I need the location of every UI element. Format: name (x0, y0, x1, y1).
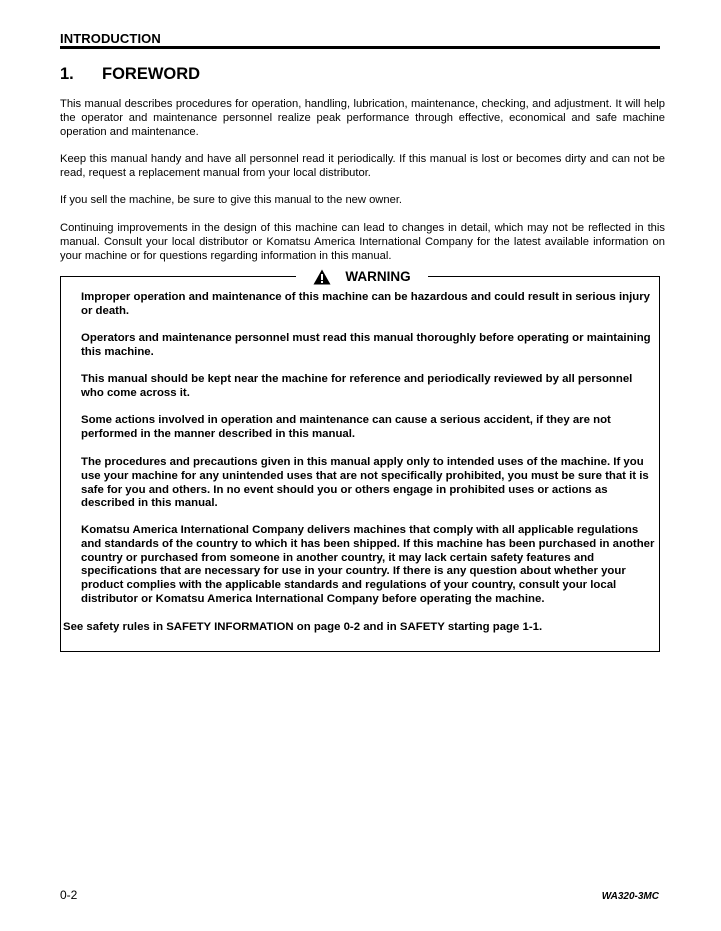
warning-item-2: Operators and maintenance personnel must read this manual thoroughly before operating or maintaining this machine. (81, 332, 651, 358)
warning-item-4: Some actions involved in operation and maintenance can cause a serious accident, if they are not performed in the manner described in this manual. (81, 414, 611, 440)
paragraph-3: If you sell the machine, be sure to give this manual to the new owner. (60, 194, 403, 206)
section-heading (60, 65, 200, 84)
paragraph-2: Keep this manual handy and have all personnel read it periodically. If this manual is lost or becomes dirty and can not be read, request a replacement manual from your local distributor. (60, 153, 665, 179)
warning-label (296, 268, 428, 285)
paragraph-1: This manual describes procedures for operation, handling, lubrication, maintenance, checking, and adjustment. It will help the operator and maintenance personnel realize peak performance through effective, economical and safe machine operation and maintenance. (60, 98, 665, 138)
footer-model: WA320-3MC (601, 891, 659, 902)
section-number: 1. (60, 65, 74, 83)
warning-item-1: Improper operation and maintenance of this machine can be hazardous and could result in serious injury or death. (81, 291, 651, 317)
warning-final-note: See safety rules in SAFETY INFORMATION on page 0-2 and in SAFETY starting page 1-1. (63, 621, 543, 633)
section-title: FOREWORD (102, 65, 201, 83)
warning-item-3: This manual should be kept near the machine for reference and periodically reviewed by all personnel who come across it. (81, 373, 633, 399)
warning-item-5: The procedures and precautions given in this manual apply only to intended uses of the machine. If you use your machine for any unintended uses that are not specifically prohibited, you must be sure that it is safe for you and others. In no event should you or others engage in prohibited uses or actions as described in this manual. (81, 456, 649, 510)
header-rule (60, 46, 660, 49)
warning-item-6: Komatsu America International Company delivers machines that comply with all applicable regulations and standards of the country to which it has been shipped. If this machine has been purchased in another country or purchased from someone in another country, it may lack certain safety features and specifications that are necessary for use in your country. If there is any question about whether your product complies with the applicable standards and regulations of your country, consult your local distributor or Komatsu America International Company before operating the machine. (81, 524, 655, 605)
paragraph-4: Continuing improvements in the design of this machine can lead to changes in detail, which may not be reflected in this manual. Consult your local distributor or Komatsu America International Company for the latest available information on your machine or for questions regarding information in this manual. (60, 222, 665, 262)
warning-triangle-icon (313, 269, 331, 285)
footer-page-number: 0-2 (60, 888, 78, 902)
warning-label-text: WARNING (345, 269, 411, 284)
header-title: INTRODUCTION (60, 31, 161, 46)
